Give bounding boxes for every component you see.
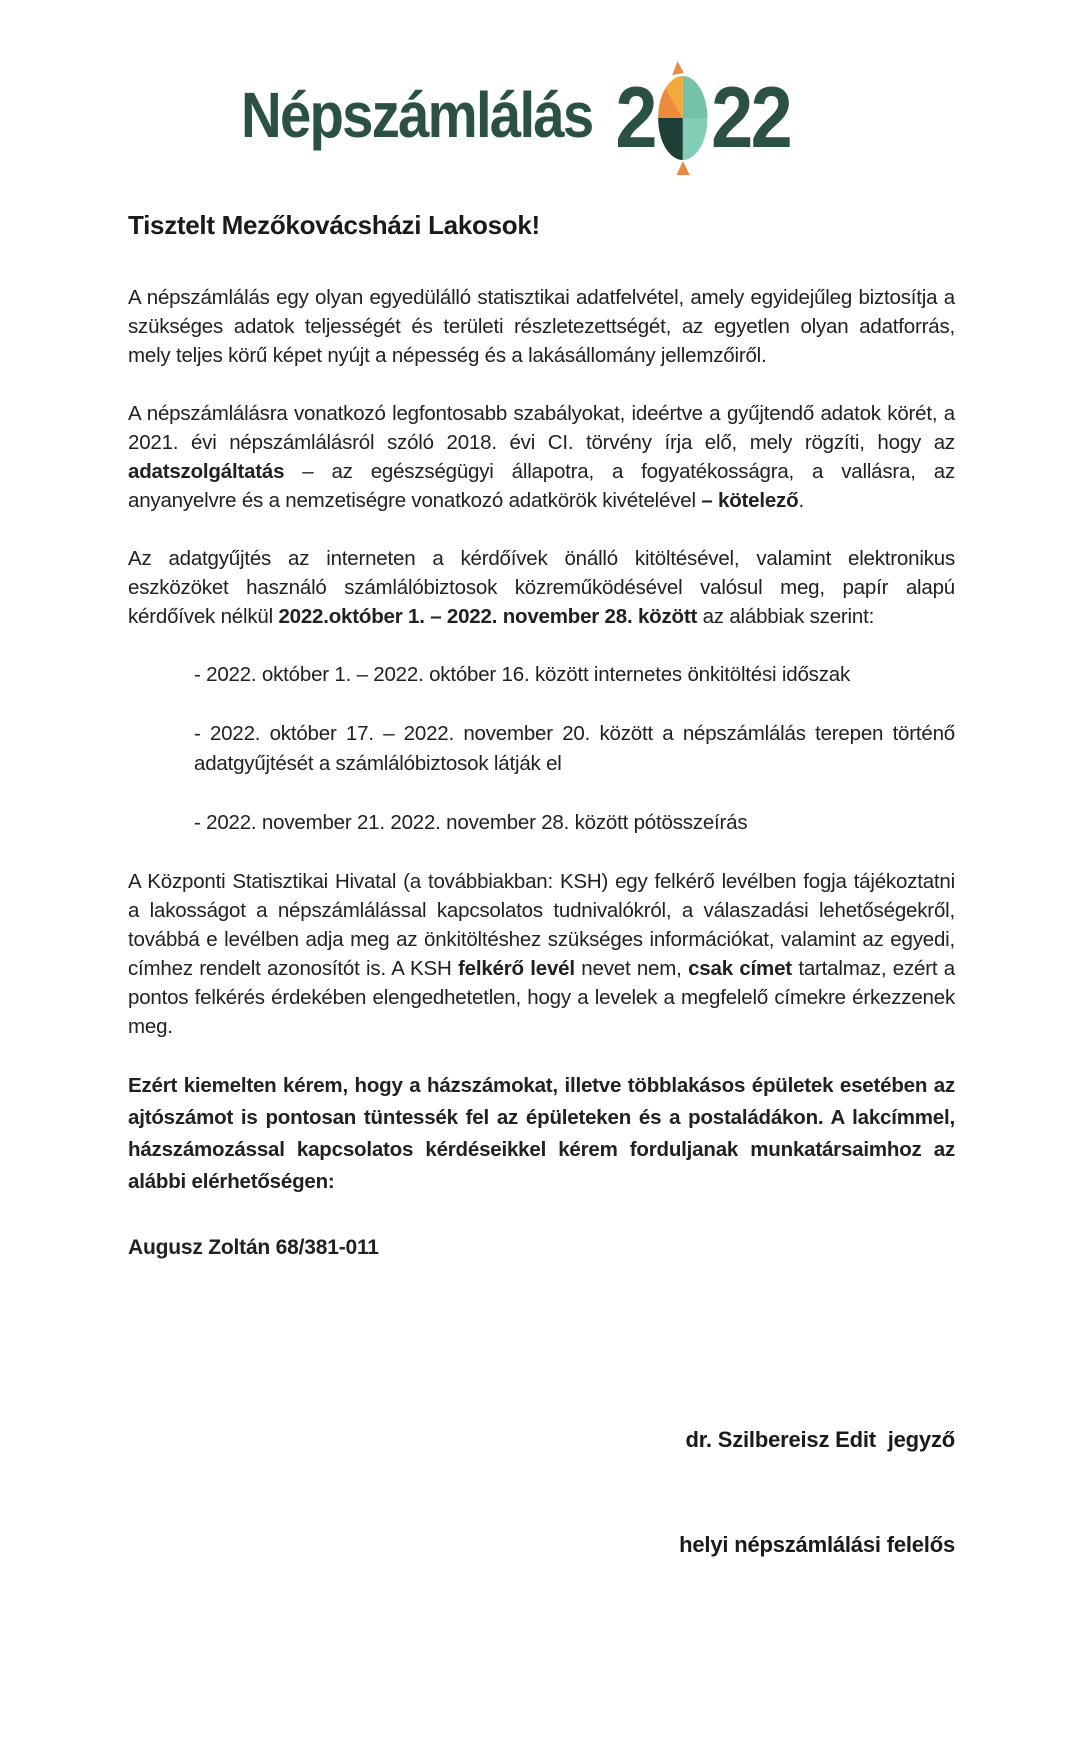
census-oval-icon	[657, 60, 708, 176]
needle-top-icon	[672, 61, 683, 75]
schedule-item-field-period: - 2022. október 17. – 2022. november 20. között a népszámlálás terepen történő adatgyűjtését a számlálóbiztosok látják el	[194, 722, 955, 775]
logo-wordmark: Népszámlálás	[240, 79, 593, 151]
paragraph-data-collection: Az adatgyűjtés az interneten a kérdőívek önálló kitöltésével, valamint elektronikus eszközöket használó számlálóbiztosok közreműködésével valósul meg, papír alapú kérdőívek nélkül 2022.október 1. – 2022. november 28. között az alábbiak szerint:	[128, 547, 955, 628]
page-title: Tisztelt Mezőkovácsházi Lakosok!	[128, 210, 540, 240]
needle-bottom-icon	[676, 161, 689, 175]
contact-person-phone: Augusz Zoltán 68/381-011	[128, 1236, 379, 1259]
signature-block	[128, 1352, 955, 1632]
schedule-item-supplementary-period: - 2022. november 21. 2022. november 28. között pótösszeírás	[194, 811, 748, 834]
census-2022-logo	[128, 60, 955, 176]
logo-inner	[241, 60, 790, 176]
logo-year	[615, 60, 790, 176]
signature-role: helyi népszámlálási felelős	[679, 1532, 955, 1557]
paragraph-census-intro: A népszámlálás egy olyan egyedülálló statisztikai adatfelvétel, amely egyidejűleg biztosítja a szükséges adatok teljességét és területi részletezettségét, az egyetlen olyan adatforrás, mely teljes körű képet nyújt a népesség és a lakásállomány jellemzőiről.	[128, 286, 955, 367]
logo-year-digits-right: 22	[710, 70, 790, 166]
signature-name-title: dr. Szilbereisz Edit jegyző	[685, 1427, 955, 1452]
paragraph-legal-rules: A népszámlálásra vonatkozó legfontosabb szabályokat, ideértve a gyűjtendő adatok körét, a 2021. évi népszámlálásról szóló 2018. évi CI. törvény írja elő, mely rögzíti, hogy az adatszolgáltatás – az egészségügyi állapotra, a fogyatékosságra, a vallásra, az anyanyelvre és a nemzetiségre vonatkozó adatkörök kivételével – kötelező.	[128, 402, 955, 512]
schedule-list	[194, 660, 955, 838]
logo-year-digit-left: 2	[614, 70, 655, 166]
paragraph-ksh-letter: A Központi Statisztikai Hivatal (a továbbiakban: KSH) egy felkérő levélben fogja tájékoztatni a lakosságot a népszámlálással kapcsolatos tudnivalókról, a válaszadási lehetőségekről, továbbá e levélben adja meg az önkitöltéshez szükséges információkat, valamint az egyedi, címhez rendelt azonosítót is. A KSH felkérő levél nevet nem, csak címet tartalmaz, ezért a pontos felkérés érdekében elengedhetetlen, hogy a levelek a megfelelő címekre érkezzenek meg.	[128, 870, 955, 1038]
paragraph-house-numbers-request: Ezért kiemelten kérem, hogy a házszámokat, illetve többlakásos épületek esetében az ajtószámot is pontosan tüntessék fel az épületeken és a postaládákon. A lakcímmel, házszámozással kapcsolatos kérdéseikkel kérem forduljanak munkatársaimhoz az alábbi elérhetőségen:	[128, 1074, 955, 1193]
schedule-item-online-period: - 2022. október 1. – 2022. október 16. között internetes önkitöltési időszak	[194, 663, 851, 686]
